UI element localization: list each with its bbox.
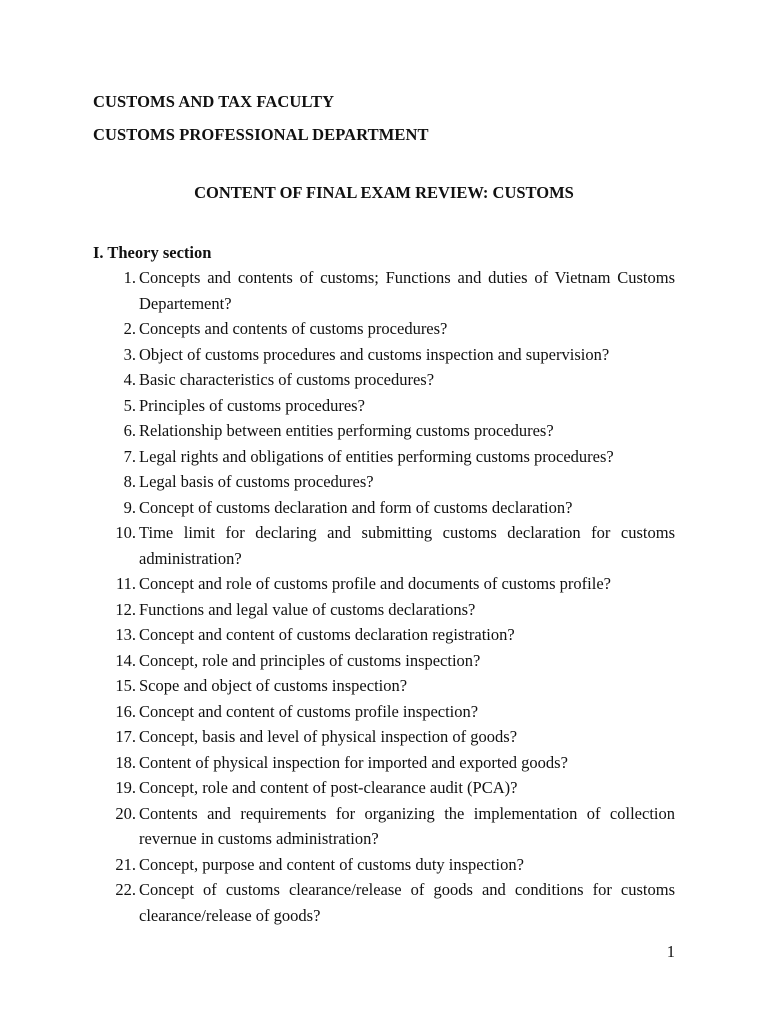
item-text: Concept of customs clearance/release of goods and conditions for customs clearance/release of goods? [139,880,675,925]
list-item [0,520,768,571]
list-item [0,571,768,597]
item-number: 4. [123,370,136,389]
item-text: Basic characteristics of customs procedures? [139,370,435,389]
item-text: Concept, role and content of post-clearance audit (PCA)? [139,778,518,797]
item-number: 19. [115,778,136,797]
document-title: CONTENT OF FINAL EXAM REVIEW: CUSTOMS [194,183,574,202]
list-item [0,597,768,623]
item-text: Functions and legal value of customs declarations? [139,599,476,619]
item-text: Content of physical inspection for imported and exported goods? [139,752,568,772]
item-text: Concept, role and principles of customs inspection? [139,650,481,670]
item-number: 15. [115,676,136,695]
list-item [0,622,768,648]
item-number: 13. [115,625,136,644]
item-number: 22. [115,880,136,899]
page-number: 1 [666,942,675,961]
item-text: Concept, basis and level of physical inspection of goods? [139,727,518,746]
item-text: Concept, purpose and content of customs duty inspection? [139,854,524,874]
list-item [0,648,768,674]
list-item [0,673,768,699]
faculty-heading: CUSTOMS AND TAX FACULTY [93,92,335,111]
item-number: 5. [123,395,136,415]
item-text: Concept and content of customs declaration registration? [139,625,515,644]
list-item [0,750,768,776]
item-number: 6. [123,421,136,440]
item-number: 7. [123,446,136,466]
item-text: Contents and requirements for organizing the implementation of collection revernue in customs administration? [139,803,675,848]
section-heading: I. Theory section [93,243,212,262]
list-item [0,724,768,750]
item-number: 17. [115,727,136,746]
list-item [0,342,768,368]
item-text: Principles of customs procedures? [139,395,365,415]
list-item [0,775,768,801]
item-number: 16. [115,701,136,721]
item-text: Legal basis of customs procedures? [139,472,374,491]
list-item [0,393,768,419]
list-item [0,699,768,725]
item-number: 14. [115,650,136,670]
item-text: Relationship between entities performing customs procedures? [139,421,554,440]
item-number: 20. [115,803,136,823]
list-item [0,418,768,444]
item-text: Concepts and contents of customs; Functions and duties of Vietnam Customs Departement? [139,268,675,313]
list-item [0,444,768,470]
item-number: 11. [115,574,136,593]
item-number: 3. [123,344,136,364]
department-heading: CUSTOMS PROFESSIONAL DEPARTMENT [93,125,429,144]
item-number: 12. [115,599,136,619]
item-text: Concepts and contents of customs procedures? [139,319,448,338]
item-text: Concept of customs declaration and form of customs declaration? [139,497,573,517]
list-item [0,852,768,878]
item-text: Legal rights and obligations of entities performing customs procedures? [139,446,614,466]
item-number: 18. [115,752,136,772]
item-text: Object of customs procedures and customs inspection and supervision? [139,344,610,364]
list-item [0,801,768,852]
item-text: Time limit for declaring and submitting customs declaration for customs administration? [139,523,675,568]
item-number: 10. [115,523,136,542]
item-number: 9. [123,497,136,517]
question-list [0,265,768,928]
item-text: Scope and object of customs inspection? [139,676,408,695]
list-item [0,316,768,342]
item-number: 21. [115,854,136,874]
list-item [0,265,768,316]
item-number: 8. [123,472,136,491]
list-item [0,877,768,928]
item-text: Concept and content of customs profile inspection? [139,701,479,721]
item-number: 1. [123,268,136,287]
item-number: 2. [123,319,136,338]
list-item [0,469,768,495]
list-item [0,367,768,393]
item-text: Concept and role of customs profile and documents of customs profile? [139,574,611,593]
list-item [0,495,768,521]
